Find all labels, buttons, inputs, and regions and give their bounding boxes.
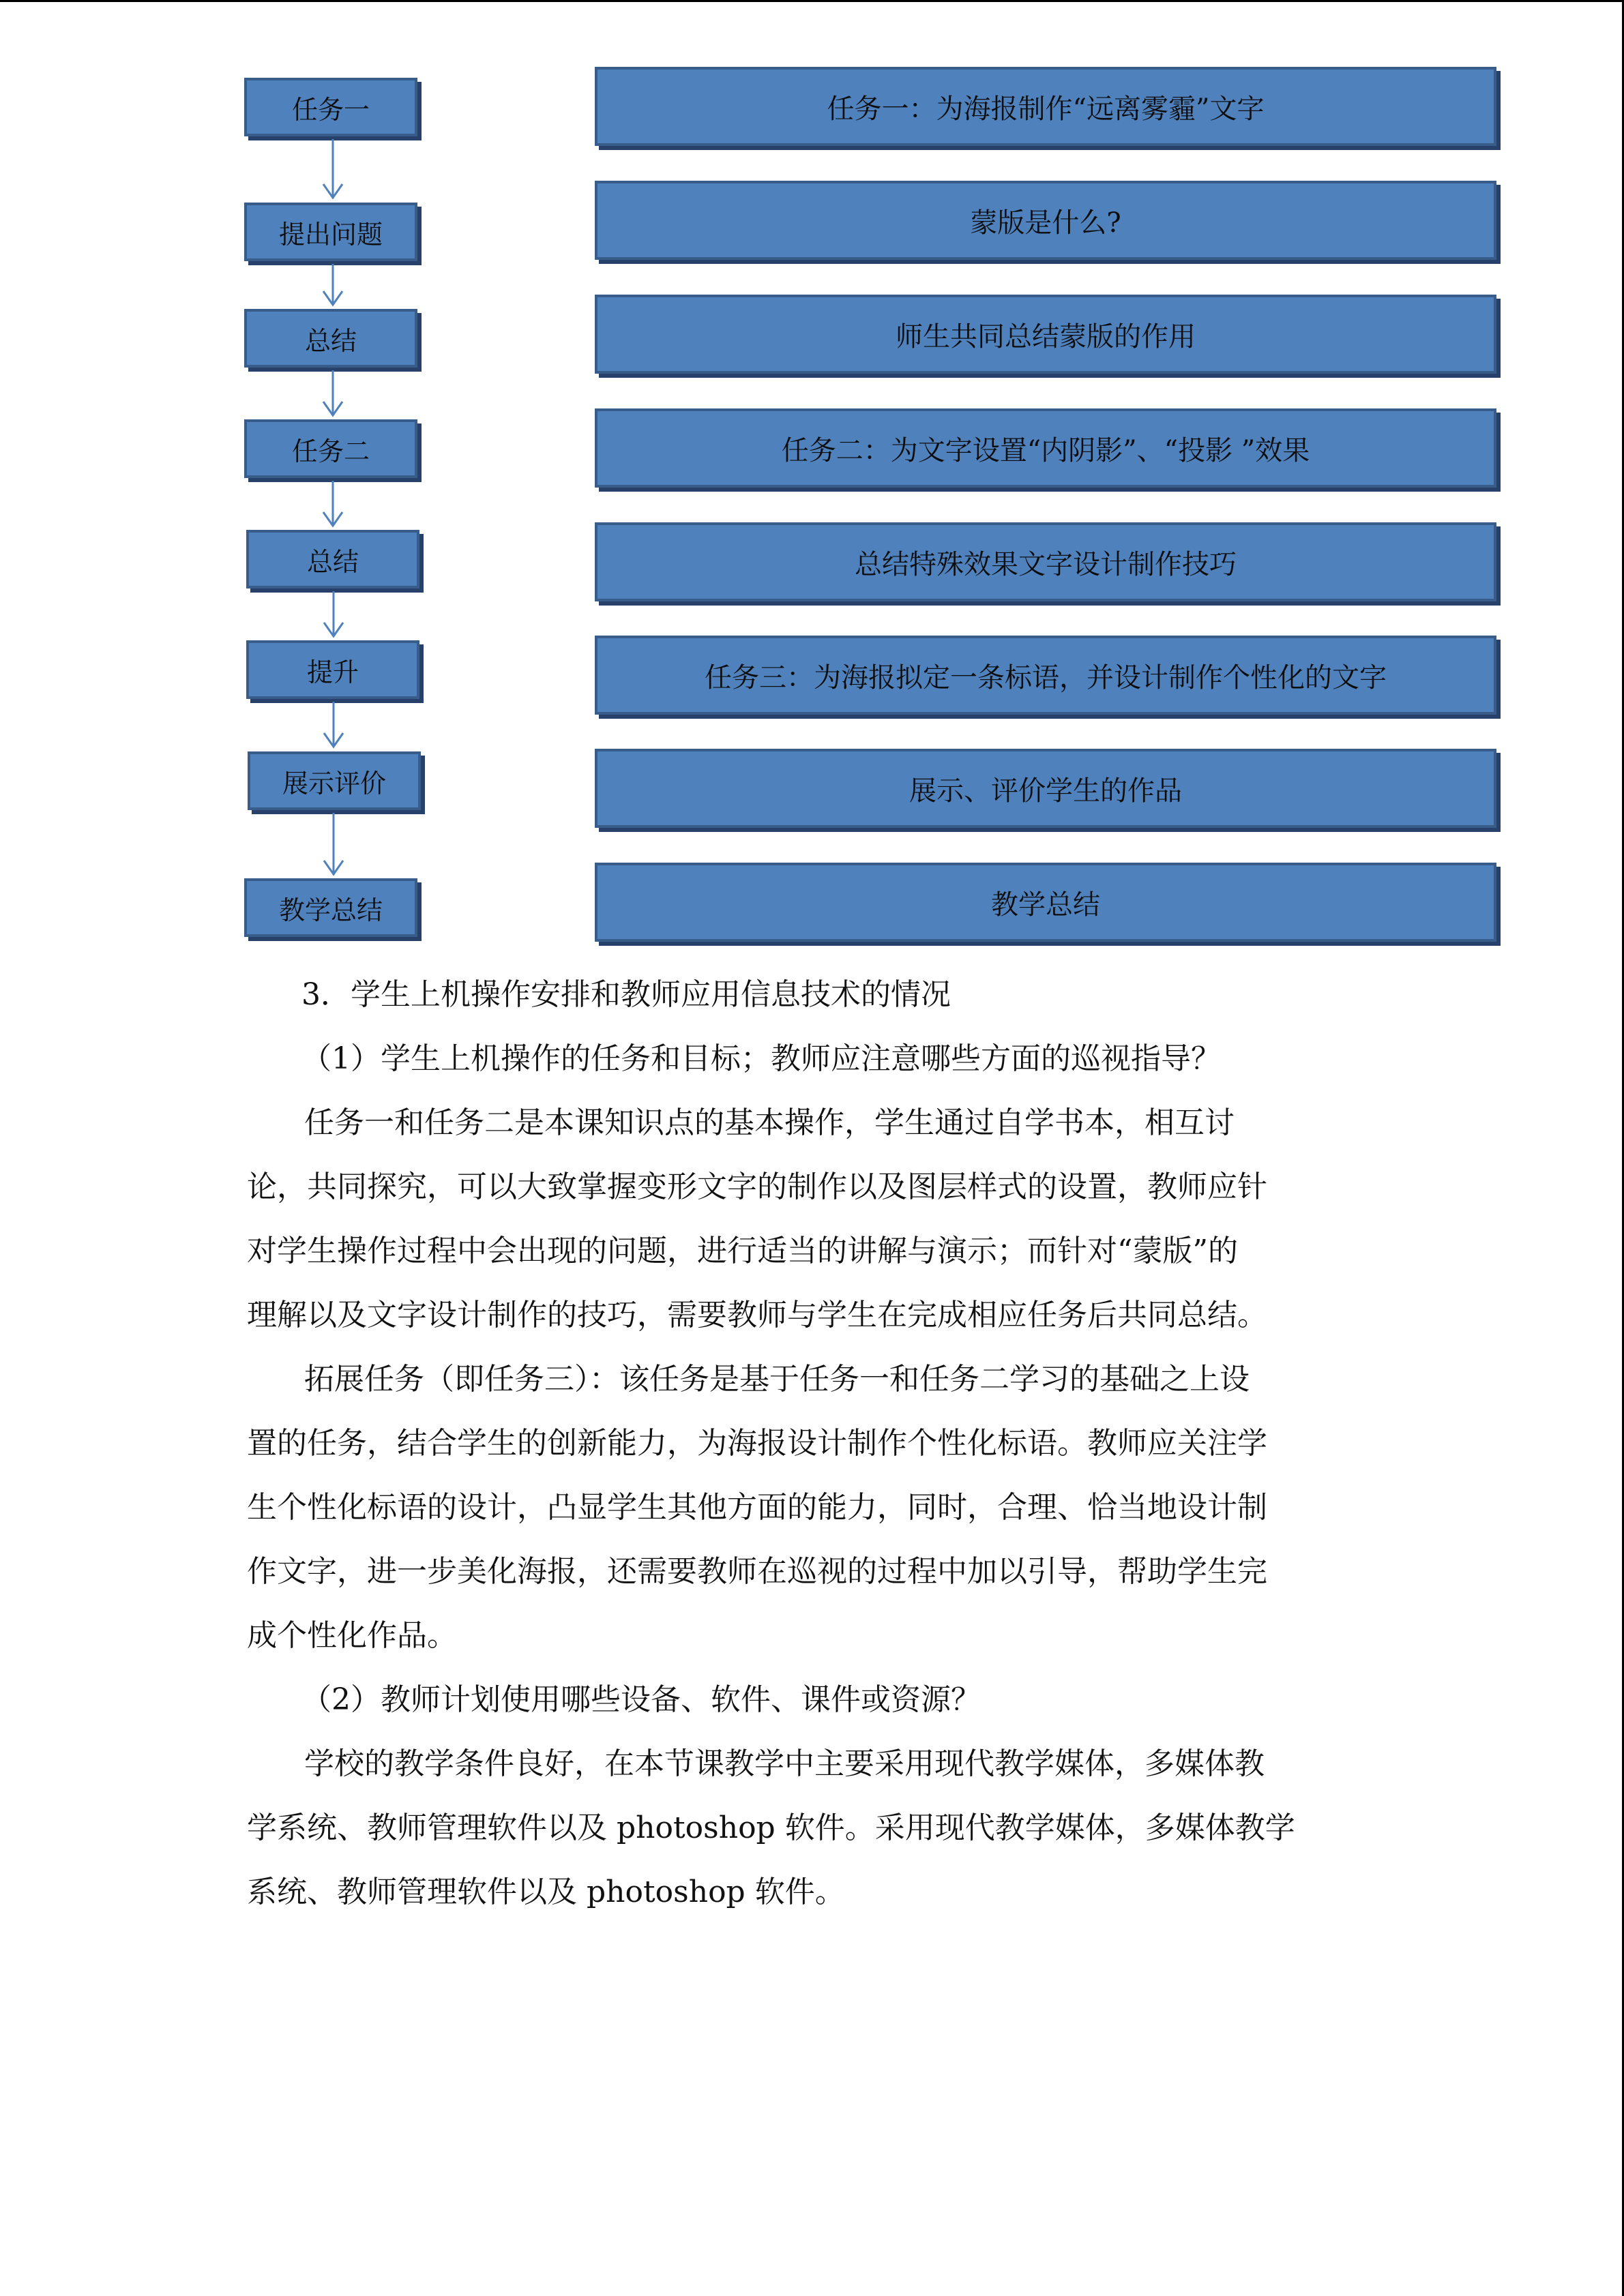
step-box-summary2: 总结: [246, 530, 419, 588]
arrow-down-6: [320, 702, 347, 749]
arrow-down-1: [319, 139, 346, 200]
step-box-improve: 提升: [246, 640, 419, 699]
lesson-text: [247, 963, 1365, 1924]
step-box-task1: 任务一: [244, 78, 417, 136]
arrow-down-2: [319, 264, 346, 308]
paragraph-3-line: 学校的教学条件良好，在本节课教学中主要采用现代教学媒体，多媒体教: [304, 1746, 1265, 1781]
paragraph-3-line: 学系统、教师管理软件以及 photoshop 软件。采用现代教学媒体，多媒体教学: [247, 1810, 1295, 1845]
step-box-raise-question: 提出问题: [244, 203, 417, 261]
step-box-task2: 任务二: [244, 419, 417, 478]
desc-box-question: 蒙版是什么?: [595, 181, 1496, 260]
desc-box-summary1: 师生共同总结蒙版的作用: [595, 295, 1496, 374]
arrow-down-4: [319, 481, 346, 528]
arrow-down-3: [319, 370, 346, 418]
step-box-teaching-summary: 教学总结: [244, 878, 417, 937]
question-2: （2）教师计划使用哪些设备、软件、课件或资源？: [301, 1682, 981, 1717]
paragraph-2-line: 成个性化作品。: [247, 1618, 457, 1653]
question-1: （1）学生上机操作的任务和目标；教师应注意哪些方面的巡视指导？: [301, 1041, 1221, 1076]
paragraph-1-line: 任务一和任务二是本课知识点的基本操作，学生通过自学书本，相互讨: [304, 1105, 1235, 1140]
paragraph-2-line: 生个性化标语的设计，凸显学生其他方面的能力，同时，合理、恰当地设计制: [247, 1490, 1267, 1525]
desc-box-summary2: 总结特殊效果文字设计制作技巧: [595, 522, 1496, 601]
desc-box-teaching-summary: 教学总结: [595, 863, 1496, 942]
teaching-flowchart: [0, 0, 1624, 955]
paragraph-2-line: 作文字，进一步美化海报，还需要教师在巡视的过程中加以引导，帮助学生完: [247, 1554, 1267, 1589]
paragraph-2-line: 置的任务，结合学生的创新能力，为海报设计制作个性化标语。教师应关注学: [247, 1426, 1267, 1461]
section-heading: 3．学生上机操作安排和教师应用信息技术的情况: [301, 977, 951, 1012]
desc-box-task3: 任务三：为海报拟定一条标语，并设计制作个性化的文字: [595, 636, 1496, 715]
desc-box-show-evaluate: 展示、评价学生的作品: [595, 749, 1496, 828]
paragraph-1-line: 理解以及文字设计制作的技巧，需要教师与学生在完成相应任务后共同总结。: [247, 1298, 1267, 1332]
step-box-show-evaluate: 展示评价: [248, 751, 421, 810]
desc-box-task2: 任务二：为文字设置“内阴影”、“投影 ”效果: [595, 408, 1496, 488]
paragraph-1-line: 论，共同探究，可以大致掌握变形文字的制作以及图层样式的设置，教师应针: [247, 1169, 1267, 1204]
step-box-summary1: 总结: [244, 309, 417, 368]
paragraph-2-line: 拓展任务（即任务三）：该任务是基于任务一和任务二学习的基础之上设: [304, 1362, 1250, 1397]
paragraph-3-line: 系统、教师管理软件以及 photoshop 软件。: [247, 1875, 845, 1909]
arrow-down-7: [320, 813, 347, 877]
paragraph-1-line: 对学生操作过程中会出现的问题，进行适当的讲解与演示；而针对“蒙版”的: [247, 1234, 1238, 1268]
desc-box-task1: 任务一：为海报制作“远离雾霾”文字: [595, 67, 1496, 146]
arrow-down-5: [320, 591, 347, 639]
